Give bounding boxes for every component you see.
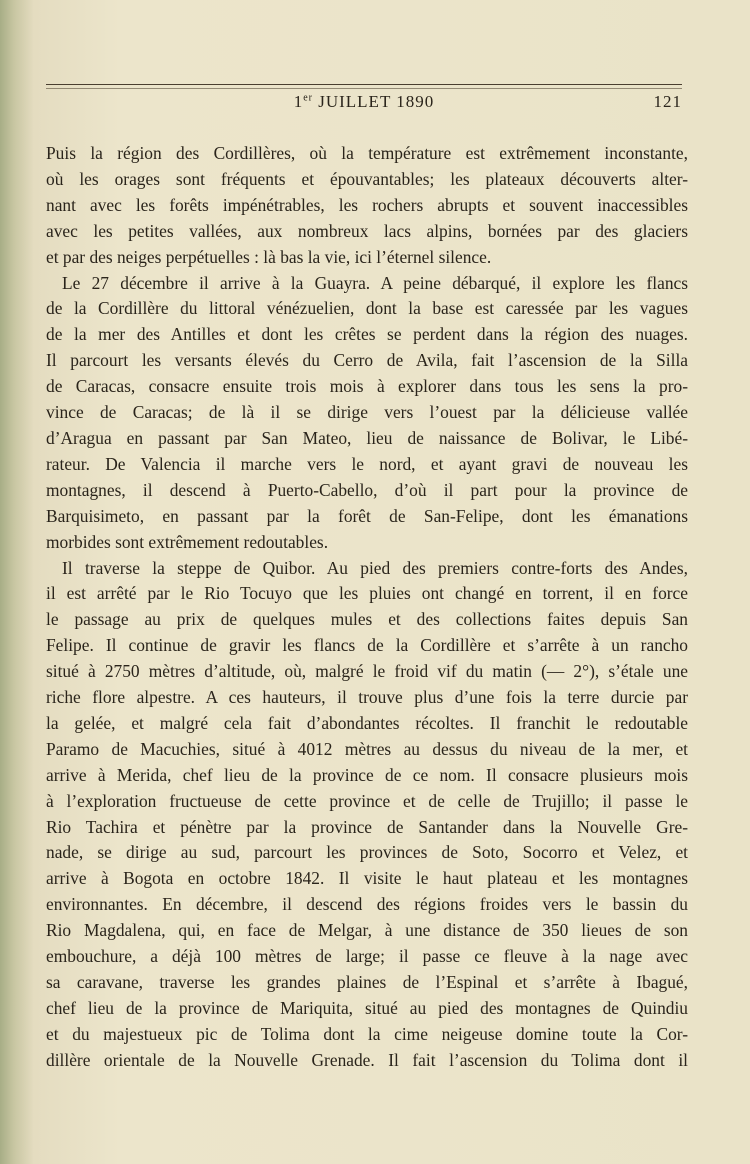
- running-head-prefix: 1: [293, 92, 304, 111]
- text-line: de Caracas, consacre ensuite trois mois à explorer dans tous les sens la pro-: [46, 376, 688, 397]
- text-line: sa caravane, traverse les grandes plaines de l’Espinal et s’arrête à Ibagué,: [46, 972, 688, 992]
- text-line: riche flore alpestre. A ces hauteurs, il trouve plus d’une fois la terre durcie par: [46, 687, 688, 708]
- running-head: [46, 92, 682, 112]
- text-line: où les orages sont fréquents et épouvantables; les plateaux découverts alter-: [46, 168, 688, 189]
- text-line: environnantes. En décembre, il descend des régions froides vers le bassin du: [46, 894, 688, 915]
- text-line: Puis la région des Cordillères, où la température est extrêmement inconstante,: [46, 143, 688, 163]
- running-head-sup: er: [303, 92, 313, 104]
- text-line: et par des neiges perpétuelles : là bas la vie, ici l’éternel silence.: [46, 246, 492, 267]
- text-line: Felipe. Il continue de gravir les flancs de la Cordillère et s’arrête à un rancho: [46, 635, 688, 656]
- text-line: Il traverse la steppe de Quibor. Au pied des premiers contre-forts des Andes,: [62, 557, 688, 578]
- text-line: dillère orientale de la Nouvelle Grenade. Il fait l’ascension du Tolima dont il: [46, 1049, 688, 1070]
- text-line: à l’exploration fructueuse de cette province et de celle de Trujillo; il passe le: [46, 790, 688, 811]
- text-line: Il parcourt les versants élevés du Cerro de Avila, fait l’ascension de la Silla: [46, 350, 688, 371]
- text-line: arrive à Bogota en octobre 1842. Il visite le haut plateau et les montagnes: [46, 868, 688, 889]
- text-line: nade, se dirige au sud, parcourt les provinces de Soto, Socorro et Velez, et: [46, 842, 688, 863]
- text-line: chef lieu de la province de Mariquita, situé au pied des montagnes de Quindiu: [46, 997, 688, 1018]
- page-number: 121: [653, 92, 682, 111]
- text-line: situé à 2750 mètres d’altitude, où, malgré le froid vif du matin (— 2°), s’étale une: [46, 661, 688, 682]
- text-line: Rio Tachira et pénètre par la province de Santander dans la Nouvelle Gre-: [46, 816, 688, 837]
- body-text: [46, 141, 688, 1074]
- running-head-rest: JUILLET 1890: [312, 92, 435, 111]
- text-line: Barquisimeto, en passant par la forêt de San-Felipe, dont les émanations: [46, 505, 688, 526]
- text-line: vince de Caracas; de là il se dirige vers l’ouest par la délicieuse vallée: [46, 402, 688, 423]
- text-line: nant avec les forêts impénétrables, les rochers abrupts et souvent inaccessibles: [46, 194, 688, 215]
- text-line: le passage au prix de quelques mules et des collections faites depuis San: [46, 609, 688, 630]
- page-header: [46, 88, 682, 118]
- text-line: rateur. De Valencia il marche vers le nord, et ayant gravi de nouveau les: [46, 453, 688, 474]
- text-line: montagnes, il descend à Puerto-Cabello, d’où il part pour la province de: [46, 479, 688, 500]
- text-line: arrive à Merida, chef lieu de la province de ce nom. Il consacre plusieurs mois: [46, 764, 688, 785]
- text-line: de la Cordillère du littoral vénézuelien, dont la base est caressée par les vagues: [46, 298, 688, 319]
- text-line: de la mer des Antilles et dont les crêtes se perdent dans la région des nuages.: [46, 324, 688, 345]
- text-line: d’Aragua en passant par San Mateo, lieu de naissance de Bolivar, le Libé-: [46, 427, 688, 448]
- text-line: embouchure, a déjà 100 mètres de large; il passe ce fleuve à la nage avec: [46, 946, 688, 967]
- text-line: la gelée, et malgré cela fait d’abondantes récoltes. Il franchit le redoutable: [46, 712, 688, 733]
- text-line: Rio Magdalena, qui, en face de Melgar, à une distance de 350 lieues de son: [46, 920, 688, 941]
- paragraph: [46, 141, 688, 271]
- text-line: Paramo de Macuchies, situé à 4012 mètres au dessus du niveau de la mer, et: [46, 738, 688, 759]
- paragraph: [46, 556, 688, 1074]
- text-line: Le 27 décembre il arrive à la Guayra. A peine débarqué, il explore les flancs: [62, 272, 688, 293]
- paragraph: [46, 271, 688, 556]
- header-rule: [46, 84, 682, 85]
- text-line: avec les petites vallées, aux nombreux lacs alpins, bornées par des glaciers: [46, 220, 688, 241]
- text-line: il est arrêté par le Rio Tocuyo que les pluies ont changé en torrent, il en force: [46, 583, 688, 604]
- text-line: morbides sont extrêmement redoutables.: [46, 531, 329, 552]
- text-line: et du majestueux pic de Tolima dont la cime neigeuse domine toute la Cor-: [46, 1023, 688, 1044]
